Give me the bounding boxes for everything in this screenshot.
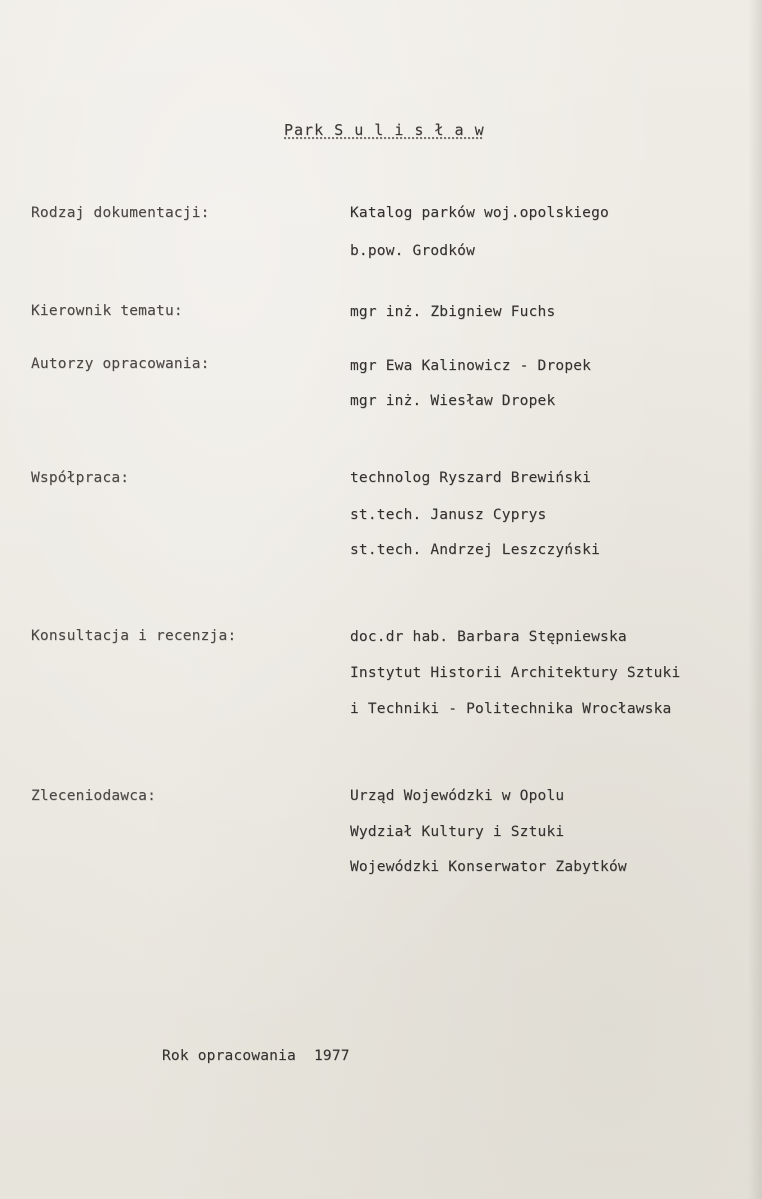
- value-consultation-line-2: Instytut Historii Architektury Sztuki: [350, 665, 681, 681]
- label-commissioner: Zleceniodawca:: [31, 788, 157, 804]
- footer-year: 1977: [313, 1048, 350, 1064]
- label-documentation-type: Rodzaj dokumentacji:: [31, 205, 210, 221]
- label-cooperation: Współpraca:: [31, 470, 130, 486]
- document-title: Park S u l i s ł a w: [284, 121, 485, 139]
- value-commissioner-line-2: Wydział Kultury i Sztuki: [350, 824, 565, 840]
- value-cooperation-line-3: st.tech. Andrzej Leszczyński: [350, 542, 601, 558]
- page-edge-shadow: [748, 0, 762, 1199]
- value-authors-line-2: mgr inż. Wiesław Dropek: [350, 393, 556, 409]
- value-project-manager: mgr inż. Zbigniew Fuchs: [350, 304, 556, 320]
- value-documentation-type-line-2: b.pow. Grodków: [350, 243, 476, 259]
- value-authors-line-1: mgr Ewa Kalinowicz - Dropek: [350, 358, 592, 374]
- value-cooperation-line-1: technolog Ryszard Brewiński: [350, 470, 592, 486]
- label-authors: Autorzy opracowania:: [31, 356, 210, 372]
- value-consultation-line-1: doc.dr hab. Barbara Stępniewska: [350, 629, 627, 645]
- value-commissioner-line-1: Urząd Wojewódzki w Opolu: [350, 788, 565, 804]
- value-commissioner-line-3: Wojewódzki Konserwator Zabytków: [350, 859, 627, 875]
- label-consultation: Konsultacja i recenzja:: [31, 628, 237, 644]
- value-consultation-line-3: i Techniki - Politechnika Wrocławska: [350, 701, 672, 717]
- label-project-manager: Kierownik tematu:: [31, 303, 183, 319]
- value-cooperation-line-2: st.tech. Janusz Cyprys: [350, 507, 547, 523]
- footer-label: Rok opracowania: [162, 1048, 296, 1064]
- value-documentation-type-line-1: Katalog parków woj.opolskiego: [350, 205, 609, 221]
- footer: [162, 1048, 350, 1064]
